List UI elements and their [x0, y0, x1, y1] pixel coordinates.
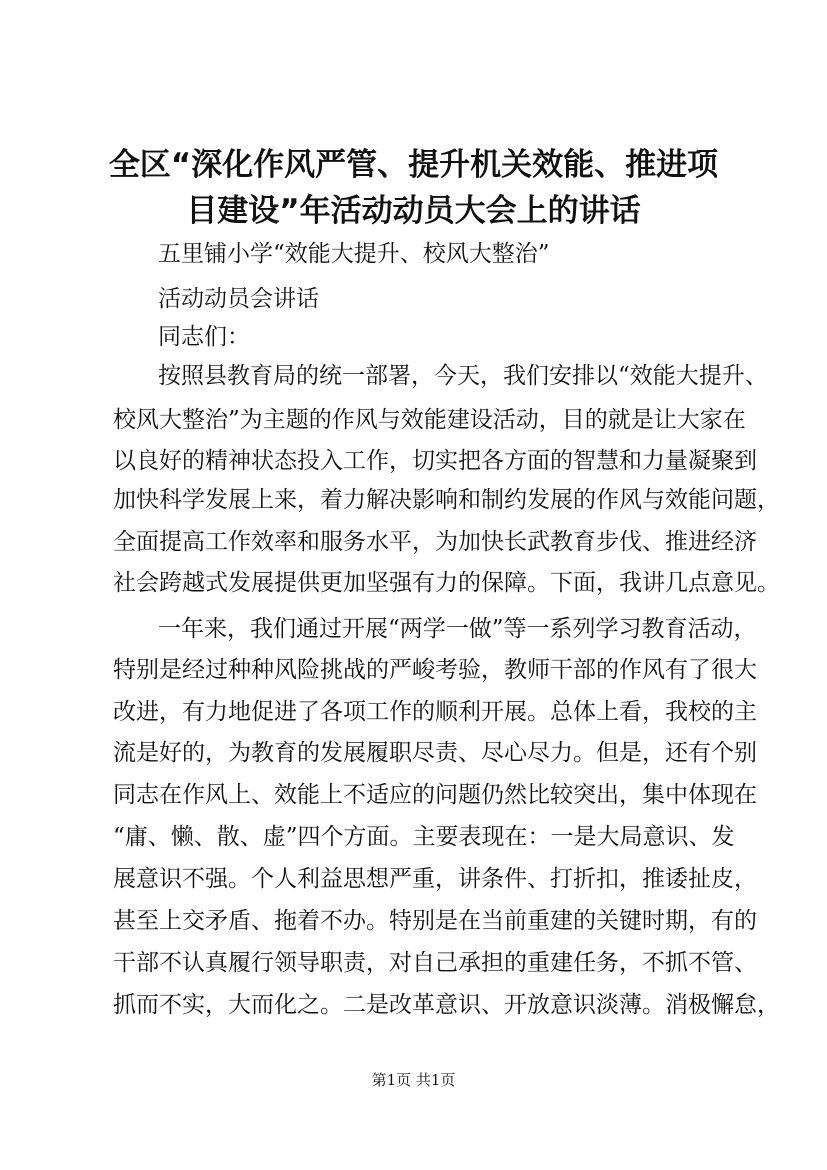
- title-line-2: 目建设”年活动动员大会上的讲话: [186, 193, 641, 229]
- para1-line: 以良好的精神状态投入工作，切实把各方面的智慧和力量凝聚到: [113, 448, 757, 474]
- para2-line: 一年来，我们通过开展“两学一做”等一系列学习教育活动，: [158, 616, 757, 642]
- para2-line: 改进，有力地促进了各项工作的顺利开展。总体上看，我校的主: [113, 699, 757, 725]
- para1-line: 加快科学发展上来，着力解决影响和制约发展的作风与效能问题，: [113, 487, 780, 513]
- para2-line: 同志在作风上、效能上不适应的问题仍然比较突出，集中体现在: [113, 782, 757, 808]
- document-title: [80, 142, 747, 234]
- salutation: 同志们：: [158, 324, 250, 350]
- subtitle-line-1: 五里铺小学“效能大提升、校风大整治”: [158, 241, 550, 267]
- para1-line: 按照县教育局的统一部署，今天，我们安排以“效能大提升、: [158, 363, 768, 389]
- para2-line: 抓而不实，大而化之。二是改革意识、开放意识淡薄。消极懈怠，: [113, 992, 780, 1018]
- para2-line: 流是好的，为教育的发展履职尽责、尽心尽力。但是，还有个别: [113, 740, 757, 766]
- page-number-footer: 第1页 共1页: [371, 1071, 456, 1089]
- para2-line: 甚至上交矛盾、拖着不办。特别是在当前重建的关键时期，有的: [113, 908, 757, 934]
- para1-line: 全面提高工作效率和服务水平，为加快长武教育步伐、推进经济: [113, 529, 757, 555]
- title-line-1: 全区“深化作风严管、提升机关效能、推进项: [108, 147, 719, 183]
- para2-line: 干部不认真履行领导职责，对自己承担的重建任务，不抓不管、: [113, 950, 757, 976]
- subtitle-line-2: 活动动员会讲话: [158, 286, 319, 312]
- para1-line: 社会跨越式发展提供更加坚强有力的保障。下面，我讲几点意见。: [113, 570, 780, 596]
- para1-line: 校风大整治”为主题的作风与效能建设活动，目的就是让大家在: [113, 407, 746, 433]
- para2-line: 展意识不强。个人利益思想严重，讲条件、打折扣，推诿扯皮，: [113, 866, 757, 892]
- para2-line: “庸、懒、散、虚”四个方面。主要表现在：一是大局意识、发: [113, 824, 735, 850]
- para2-line: 特别是经过种种风险挑战的严峻考验，教师干部的作风有了很大: [113, 657, 757, 683]
